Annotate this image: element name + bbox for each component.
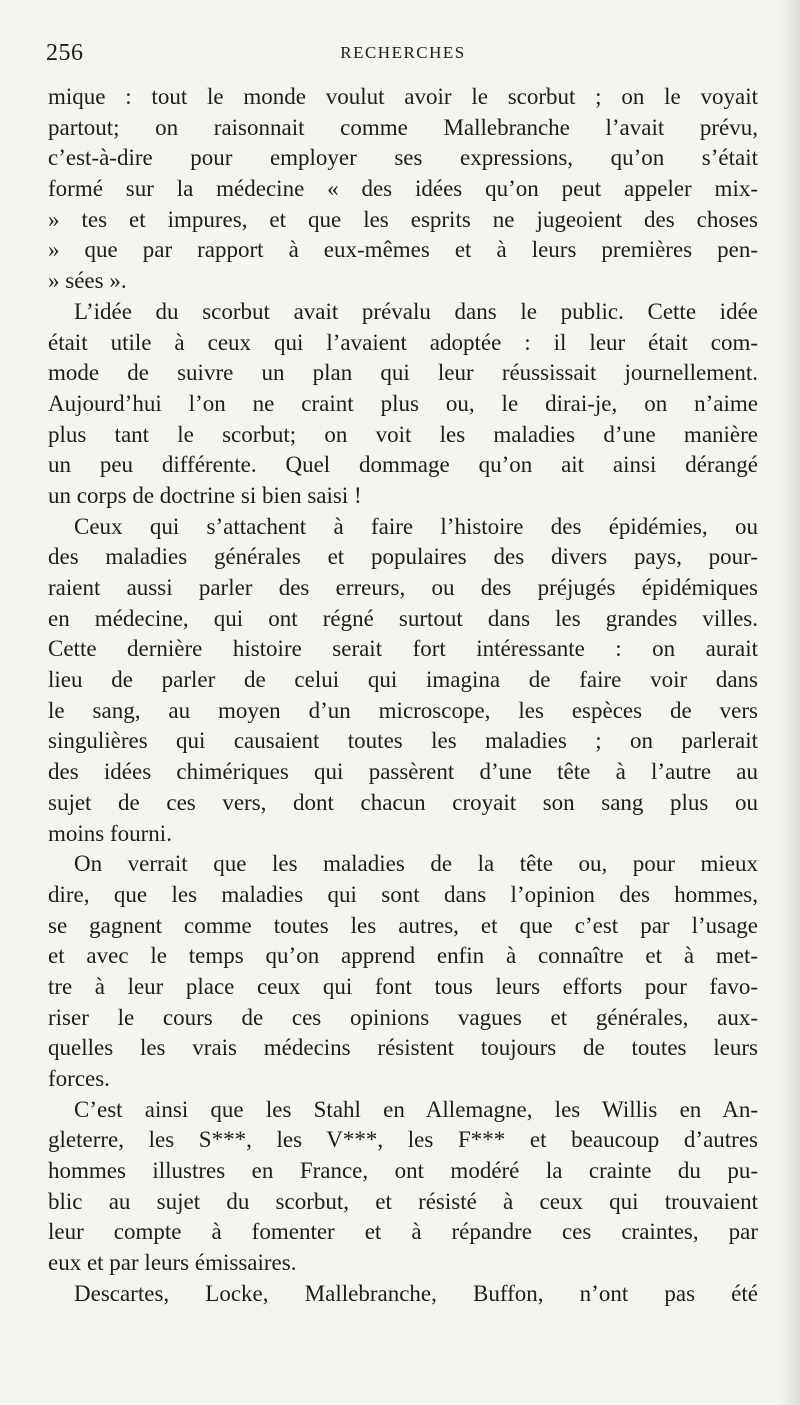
text-line: mode de suivre un plan qui leur réussissait journellement.: [48, 360, 758, 386]
text-line: On verrait que les maladies de la tête ou, pour mieux: [74, 851, 758, 877]
text-line: partout; on raisonnait comme Mallebranche l’avait prévu,: [48, 114, 758, 140]
text-line: hommes illustres en France, ont modéré la crainte du pu-: [48, 1158, 758, 1184]
text-line: Ceux qui s’attachent à faire l’histoire des épidémies, ou: [74, 513, 758, 539]
text-line: tre à leur place ceux qui font tous leurs efforts pour favo-: [48, 973, 758, 999]
page-number: 256: [46, 40, 84, 66]
text-line: mique : tout le monde voulut avoir le scorbut ; on le voyait: [48, 84, 758, 109]
text-line: des maladies générales et populaires des divers pays, pour-: [48, 544, 758, 570]
text-line: dire, que les maladies qui sont dans l’opinion des hommes,: [48, 881, 758, 907]
text-line: un corps de doctrine si bien saisi !: [48, 482, 362, 508]
text-line: blic au sujet du scorbut, et résisté à ceux qui trouvaient: [48, 1188, 758, 1214]
text-line: un peu différente. Quel dommage qu’on ait ainsi dérangé: [48, 452, 758, 478]
text-line: leur compte à fomenter et à répandre ces craintes, par: [48, 1219, 758, 1245]
text-line: lieu de parler de celui qui imagina de faire voir dans: [48, 667, 758, 693]
text-line: singulières qui causaient toutes les maladies ; on parlerait: [48, 728, 758, 754]
text-line: L’idée du scorbut avait prévalu dans le public. Cette idée: [74, 298, 758, 324]
text-line: en médecine, qui ont régné surtout dans les grandes villes.: [48, 605, 758, 631]
text-line: était utile à ceux qui l’avaient adoptée : il leur était com-: [48, 329, 758, 355]
text-line: C’est ainsi que les Stahl en Allemagne, les Willis en An-: [74, 1096, 758, 1122]
text-line: riser le cours de ces opinions vagues et générales, aux-: [48, 1004, 758, 1030]
text-line: Aujourd’hui l’on ne craint plus ou, le dirai-je, on n’aime: [48, 390, 758, 416]
text-line: » que par rapport à eux-mêmes et à leurs premières pen-: [48, 237, 758, 263]
text-line: raient aussi parler des erreurs, ou des préjugés épidémiques: [48, 575, 758, 600]
text-line: moins fourni.: [48, 820, 172, 846]
text-line: formé sur la médecine « des idées qu’on peut appeler mix-: [48, 176, 758, 202]
text-line: et avec le temps qu’on apprend enfin à connaître et à met-: [48, 943, 758, 969]
text-line: Cette dernière histoire serait fort intéressante : on aurait: [48, 636, 758, 662]
text-line: » sées ».: [48, 268, 127, 294]
text-line: se gagnent comme toutes les autres, et que c’est par l’usage: [48, 912, 758, 938]
text-line: eux et par leurs émissaires.: [48, 1250, 297, 1276]
text-line: quelles les vrais médecins résistent toujours de toutes leurs: [48, 1035, 758, 1061]
page-header: [46, 40, 760, 70]
text-line: forces.: [48, 1066, 110, 1091]
text-line: sujet de ces vers, dont chacun croyait son sang plus ou: [48, 789, 758, 815]
text-line: c’est-à-dire pour employer ses expressions, qu’on s’était: [48, 145, 758, 171]
page-gutter-shadow: [778, 0, 800, 1405]
body-text: [48, 82, 758, 1310]
text-line: plus tant le scorbut; on voit les maladies d’une manière: [48, 421, 758, 447]
text-line: Descartes, Locke, Mallebranche, Buffon, n’ont pas été: [74, 1280, 758, 1306]
running-head: RECHERCHES: [340, 43, 466, 62]
text-line: » tes et impures, et que les esprits ne jugeoient des choses: [48, 206, 758, 232]
text-line: gleterre, les S***, les V***, les F*** et beaucoup d’autres: [48, 1127, 758, 1153]
text-line: des idées chimériques qui passèrent d’une tête à l’autre au: [48, 759, 758, 785]
text-line: le sang, au moyen d’un microscope, les espèces de vers: [48, 697, 758, 723]
